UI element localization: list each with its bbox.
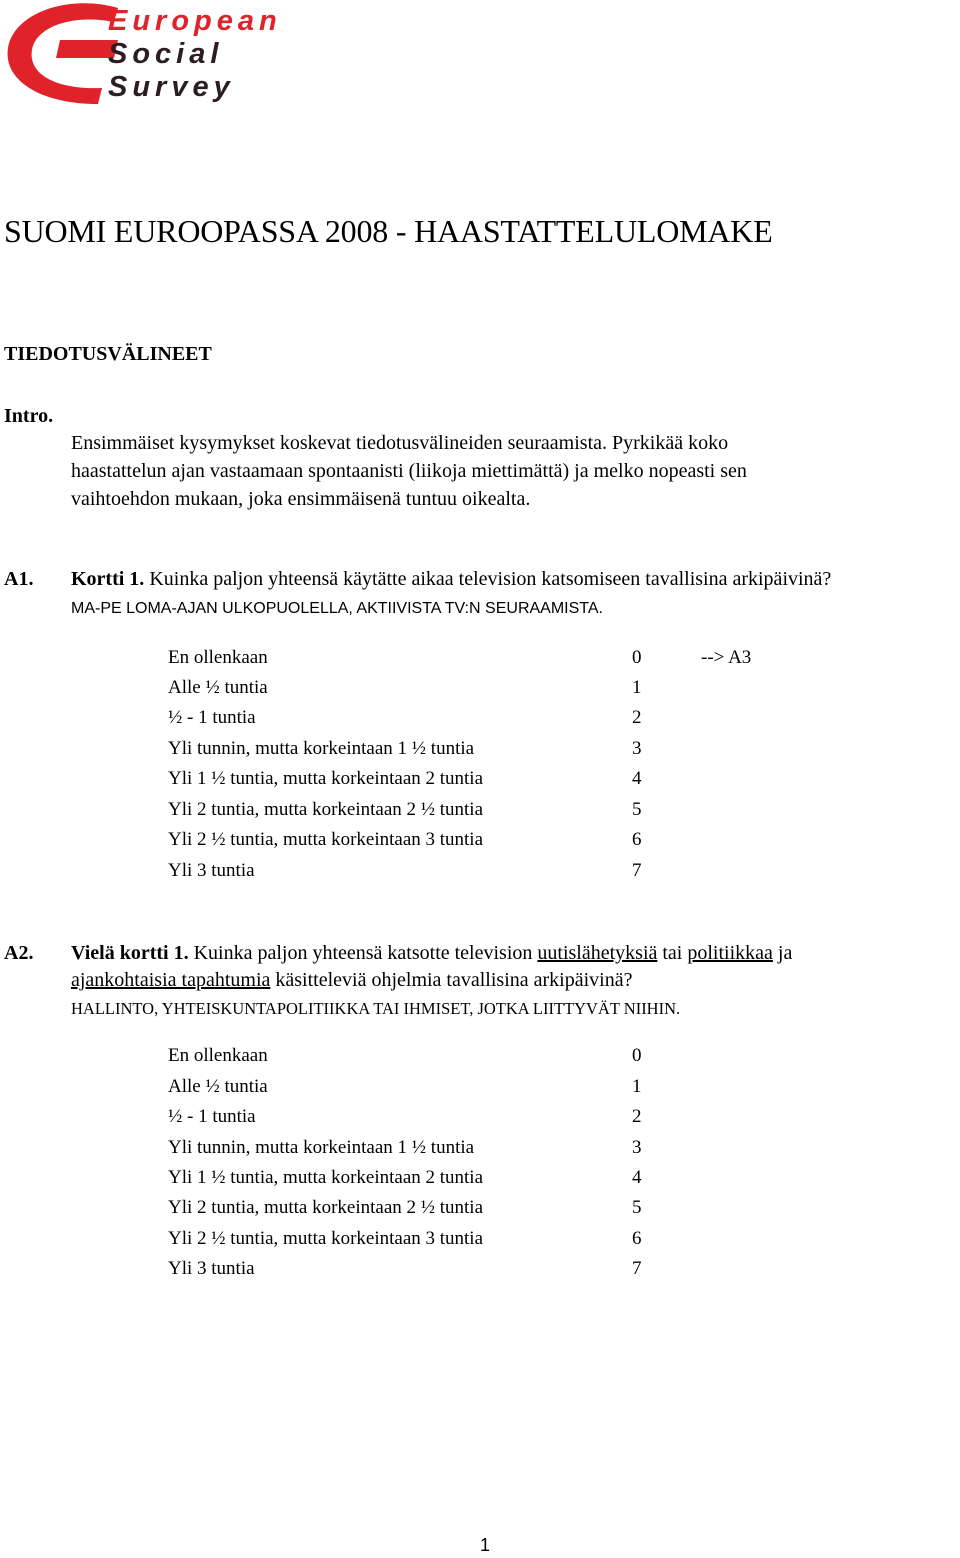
option-code: 3 bbox=[632, 738, 642, 759]
question-a2-text-mid: tai bbox=[662, 942, 683, 964]
section-heading: TIEDOTUSVÄLINEET bbox=[4, 343, 212, 365]
document-title: SUOMI EUROOPASSA 2008 - HAASTATTELULOMAKE bbox=[4, 213, 773, 249]
option-code: 2 bbox=[632, 1106, 642, 1127]
question-a2-underlined-news: uutislähetyksiä bbox=[537, 942, 658, 964]
logo-word-3: Survey bbox=[108, 71, 235, 103]
question-a1-text bbox=[71, 568, 831, 591]
option-code: 1 bbox=[632, 677, 642, 698]
intro-line-3: vaihtoehdon mukaan, joka ensimmäisenä tuntuu oikealta. bbox=[71, 488, 531, 510]
option-label: Yli 2 ½ tuntia, mutta korkeintaan 3 tuntia bbox=[168, 1228, 484, 1249]
logo-word-1: European bbox=[108, 5, 282, 37]
option-code: 6 bbox=[632, 1228, 642, 1249]
option-label: ½ - 1 tuntia bbox=[168, 707, 256, 728]
option-label: Yli 2 tuntia, mutta korkeintaan 2 ½ tuntia bbox=[168, 1197, 484, 1218]
question-a2-text-end: käsitteleviä ohjelmia tavallisina arkipäivinä? bbox=[275, 969, 633, 991]
skip-instruction: --> A3 bbox=[701, 647, 752, 668]
option-code: 3 bbox=[632, 1137, 642, 1158]
question-a2-text-pre: Kuinka paljon yhteensä katsotte television bbox=[193, 942, 533, 964]
question-a2-line-1 bbox=[71, 942, 792, 965]
option-label: En ollenkaan bbox=[168, 1045, 268, 1066]
option-label: Yli tunnin, mutta korkeintaan 1 ½ tuntia bbox=[168, 1137, 475, 1158]
question-a1-instruction: MA-PE LOMA-AJAN ULKOPUOLELLA, AKTIIVISTA TV:N SEURAAMISTA. bbox=[71, 600, 603, 617]
question-a2-card: Vielä kortti 1. bbox=[71, 942, 189, 964]
question-a2-line-2 bbox=[71, 969, 632, 992]
option-code: 4 bbox=[632, 1167, 642, 1188]
option-label: Yli tunnin, mutta korkeintaan 1 ½ tuntia bbox=[168, 738, 475, 759]
option-label: Yli 2 ½ tuntia, mutta korkeintaan 3 tuntia bbox=[168, 829, 484, 850]
page-number: 1 bbox=[480, 1535, 491, 1555]
option-label: En ollenkaan bbox=[168, 647, 268, 668]
ess-logo bbox=[0, 0, 300, 112]
option-code: 4 bbox=[632, 768, 642, 789]
option-code: 5 bbox=[632, 799, 642, 820]
option-code: 0 bbox=[632, 647, 642, 668]
option-code: 0 bbox=[632, 1045, 642, 1066]
logo-word-2: Social bbox=[108, 38, 224, 70]
option-label: Alle ½ tuntia bbox=[168, 677, 268, 698]
option-label: Yli 2 tuntia, mutta korkeintaan 2 ½ tuntia bbox=[168, 799, 484, 820]
question-a2-underlined-current-affairs: ajankohtaisia tapahtumia bbox=[71, 969, 271, 991]
question-a1-number: A1. bbox=[4, 568, 34, 590]
question-a2-text-post: ja bbox=[777, 942, 793, 964]
option-label: Yli 3 tuntia bbox=[168, 1258, 255, 1279]
intro-line-1: Ensimmäiset kysymykset koskevat tiedotusvälineiden seuraamista. Pyrkikää koko bbox=[71, 432, 729, 454]
option-code: 7 bbox=[632, 860, 642, 881]
question-a2-number: A2. bbox=[4, 942, 34, 964]
intro-line-2: haastattelun ajan vastaamaan spontaanisti (liikoja miettimättä) ja melko nopeasti sen bbox=[71, 460, 747, 482]
question-a1-card: Kortti 1. bbox=[71, 568, 145, 590]
option-label: ½ - 1 tuntia bbox=[168, 1106, 256, 1127]
option-code: 1 bbox=[632, 1076, 642, 1097]
option-code: 5 bbox=[632, 1197, 642, 1218]
option-label: Yli 1 ½ tuntia, mutta korkeintaan 2 tuntia bbox=[168, 1167, 484, 1188]
option-code: 6 bbox=[632, 829, 642, 850]
option-label: Alle ½ tuntia bbox=[168, 1076, 268, 1097]
intro-label: Intro. bbox=[4, 405, 54, 427]
option-label: Yli 1 ½ tuntia, mutta korkeintaan 2 tuntia bbox=[168, 768, 484, 789]
question-a1-question: Kuinka paljon yhteensä käytätte aikaa television katsomiseen tavallisina arkipäivinä? bbox=[149, 568, 832, 590]
option-code: 7 bbox=[632, 1258, 642, 1279]
option-code: 2 bbox=[632, 707, 642, 728]
question-a2-instruction: HALLINTO, YHTEISKUNTAPOLITIIKKA TAI IHMISET, JOTKA LIITTYVÄT NIIHIN. bbox=[71, 999, 681, 1018]
option-label: Yli 3 tuntia bbox=[168, 860, 255, 881]
question-a2-underlined-politics: politiikkaa bbox=[687, 942, 773, 964]
